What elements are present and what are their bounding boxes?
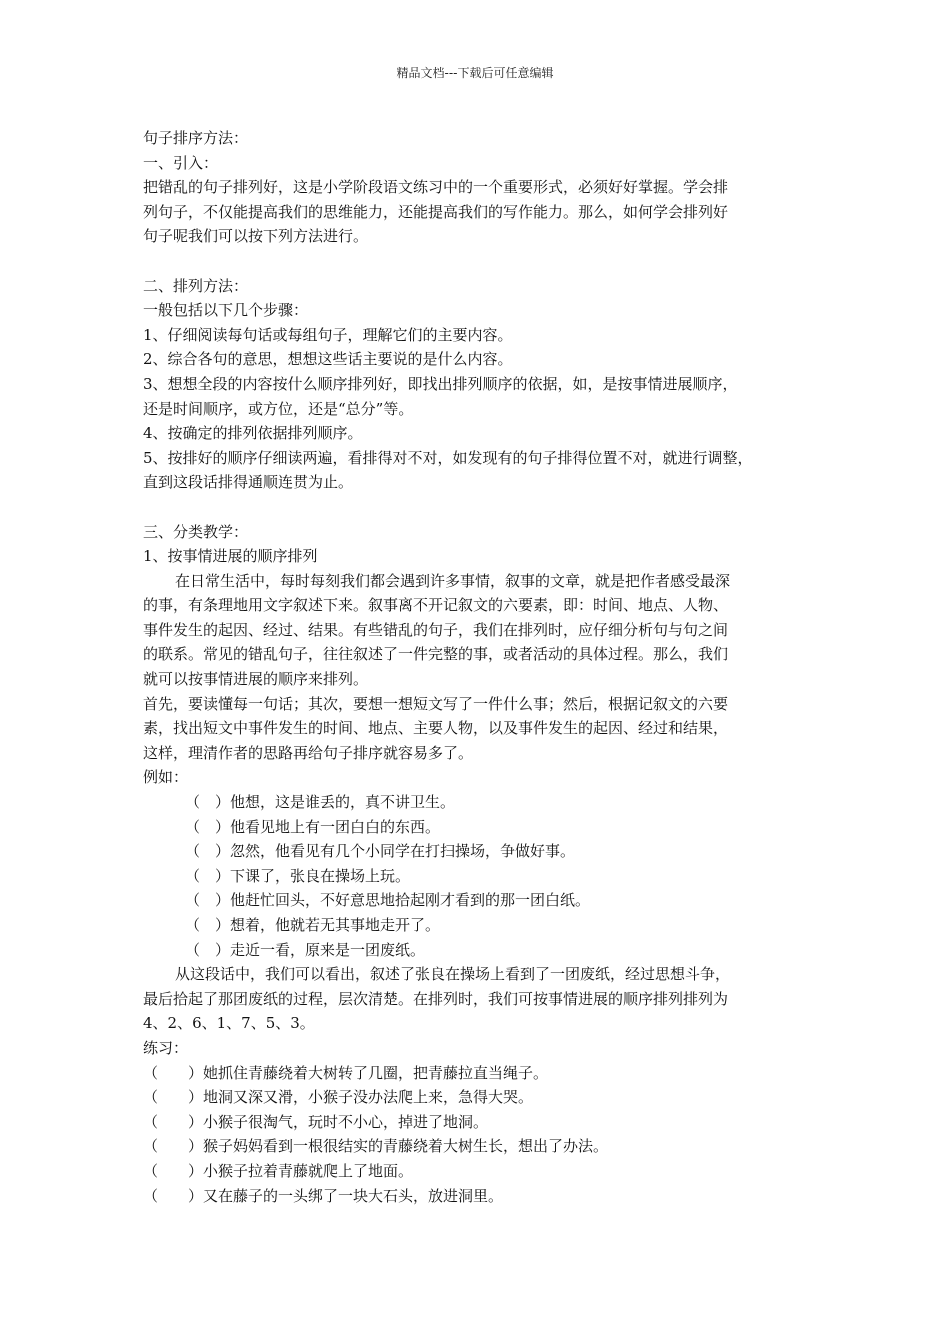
section-1-line: 列句子，不仅能提高我们的思维能力，还能提高我们的写作能力。那么，如何学会排列好 xyxy=(143,202,729,221)
step-line: 还是时间顺序，或方位，还是“总分”等。 xyxy=(143,399,414,418)
section-1-heading: 一、引入： xyxy=(143,153,219,172)
paragraph-line: 这样，理清作者的思路再给句子排序就容易多了。 xyxy=(143,743,474,762)
step-line: 直到这段话排得通顺连贯为止。 xyxy=(143,473,354,492)
example-item: （ ）他赶忙回头，不好意思地拾起刚才看到的那一团白纸。 xyxy=(185,891,591,910)
paragraph-line: 从这段话中，我们可以看出，叙述了张良在操场上看到了一团废纸，经过思想斗争， xyxy=(175,965,731,984)
paragraph-line: 的联系。常见的错乱句子，往往叙述了一件完整的事，或者活动的具体过程。那么，我们 xyxy=(143,645,729,664)
practice-label: 练习： xyxy=(143,1038,189,1057)
step-line: 3、想想全段的内容按什么顺序排列好，即找出排列顺序的依据，如，是按事情进展顺序， xyxy=(143,374,738,393)
paragraph-line: 的事，有条理地用文字叙述下来。叙事离不开记叙文的六要素，即：时间、地点、人物、 xyxy=(143,596,729,615)
paragraph-line: 在日常生活中，每时每刻我们都会遇到许多事情，叙事的文章，就是把作者感受最深 xyxy=(175,571,731,590)
spacer xyxy=(143,249,823,274)
example-item: （ ）走近一看，原来是一团废纸。 xyxy=(185,940,426,959)
step-line: 1、仔细阅读每句话或每组句子，理解它们的主要内容。 xyxy=(143,325,513,344)
section-1-line: 把错乱的句子排列好，这是小学阶段语文练习中的一个重要形式，必须好好掌握。学会排 xyxy=(143,178,729,197)
practice-item: （ ）又在藤子的一头绑了一块大石头，放进洞里。 xyxy=(143,1186,504,1205)
page-header: 精品文档---下载后可任意编辑 xyxy=(396,66,554,80)
practice-item: （ ）她抓住青藤绕着大树转了几圈，把青藤拉直当绳子。 xyxy=(143,1063,549,1082)
section-3-subheading: 1、按事情进展的顺序排列 xyxy=(143,547,318,566)
section-2-heading: 二、排列方法： xyxy=(143,276,249,295)
example-item: （ ）下课了，张良在操场上玩。 xyxy=(185,866,411,885)
paragraph-line: 4、2、6、1、7、5、3。 xyxy=(143,1014,315,1033)
paragraph-line: 就可以按事情进展的顺序来排列。 xyxy=(143,670,369,689)
example-item: （ ）他想，这是谁丢的，真不讲卫生。 xyxy=(185,793,456,812)
example-label: 例如： xyxy=(143,768,189,787)
document-body xyxy=(143,126,823,1208)
document-title: 句子排序方法： xyxy=(143,129,249,147)
step-line: 2、综合各句的意思，想想这些话主要说的是什么内容。 xyxy=(143,350,513,369)
step-line: 5、按排好的顺序仔细读两遍，看排得对不对，如发现有的句子排得位置不对，就进行调整， xyxy=(143,448,753,467)
paragraph-line: 素，找出短文中事件发生的时间、地点、主要人物，以及事件发生的起因、经过和结果， xyxy=(143,719,729,738)
paragraph-line: 事件发生的起因、经过、结果。有些错乱的句子，我们在排列时，应仔细分析句与句之间 xyxy=(143,620,729,639)
paragraph-line: 首先，要读懂每一句话；其次，要想一想短文写了一件什么事；然后，根据记叙文的六要 xyxy=(143,694,729,713)
practice-item: （ ）地洞又深又滑，小猴子没办法爬上来，急得大哭。 xyxy=(143,1088,534,1107)
example-item: （ ）想着，他就若无其事地走开了。 xyxy=(185,916,441,934)
example-item: （ ）忽然，他看见有几个小同学在打扫操场，争做好事。 xyxy=(185,842,576,861)
section-3-heading: 三、分类教学： xyxy=(143,522,249,541)
practice-item: （ ）猴子妈妈看到一根很结实的青藤绕着大树生长，想出了办法。 xyxy=(143,1137,609,1156)
step-line: 4、按确定的排列依据排列顺序。 xyxy=(143,424,363,443)
practice-item: （ ）小猴子拉着青藤就爬上了地面。 xyxy=(143,1161,414,1180)
practice-item: （ ）小猴子很淘气，玩时不小心，掉进了地洞。 xyxy=(143,1112,489,1131)
section-1-line: 句子呢我们可以按下列方法进行。 xyxy=(143,227,369,246)
paragraph-line: 最后拾起了那团废纸的过程，层次清楚。在排列时，我们可按事情进展的顺序排列排列为 xyxy=(143,989,729,1008)
section-2-intro: 一般包括以下几个步骤： xyxy=(143,301,309,320)
spacer xyxy=(143,495,823,520)
example-item: （ ）他看见地上有一团白白的东西。 xyxy=(185,817,441,836)
